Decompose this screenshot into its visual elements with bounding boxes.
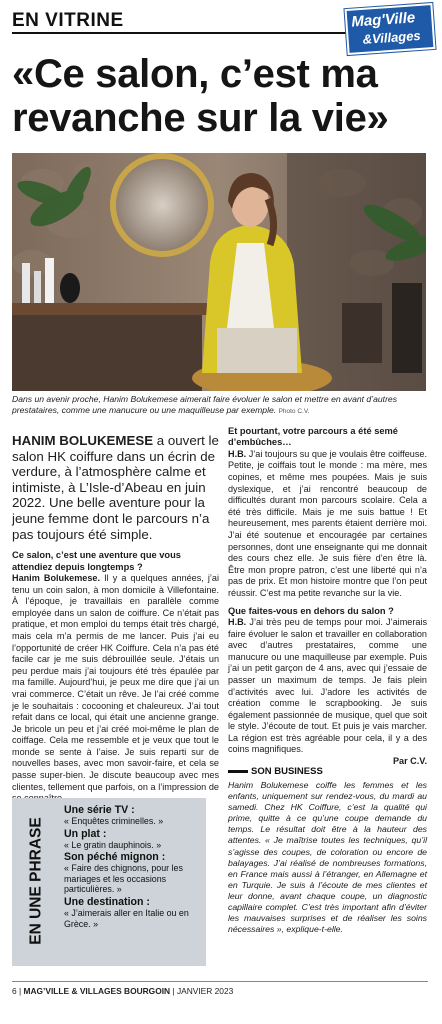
footer-publication: MAG’VILLE & VILLAGES BOURGOIN xyxy=(23,986,171,996)
answer-2-text: J’ai toujours su que je voulais être coiffeuse. Petite, je coiffais tout le monde : ma mère, mes copines, et même mes poupées. Mais je suis dyslexique, et j’ai rencontré beaucoup de difficultés durant mon parcours scolaire. Cela a été très difficile. Mais je me suis battue ! Et heureusement, mes parents étaient derrière moi. J’ai été soutenue et encouragée par certaines personnes, dont une enseignante qui me donnait des cours chez elle. Je suis fière d’en être là. Être mon propre patron, c’est une liberté qui n’a pas de prix. Et mon histoire montre que l’on peut réussir. C’est ma petite revanche sur la vie. xyxy=(228,448,427,598)
answer-3-speaker: H.B. xyxy=(228,616,247,627)
photo-caption xyxy=(12,394,426,417)
footer-rule xyxy=(12,981,428,982)
phrase-item-label: Un plat : xyxy=(64,827,107,840)
business-title: SON BUSINESS xyxy=(251,766,323,777)
caption-credit: Photo C.V. xyxy=(278,408,310,415)
answer-2 xyxy=(228,449,427,600)
en-une-phrase-box xyxy=(12,798,206,966)
phrase-item-value: « Faire des chignons, pour les mariages et les occasions particulières. » xyxy=(64,863,183,895)
phrase-item-label: Une série TV : xyxy=(64,804,135,816)
footer-page-number: 6 xyxy=(12,986,17,996)
lead-name: HANIM BOLUKEMESE xyxy=(12,433,154,448)
phrase-item-value: « Le gratin dauphinois. » xyxy=(64,839,162,850)
caption-text: Dans un avenir proche, Hanim Bolukemese aimerait faire évoluer le salon et mettre en avant d’autres prestataires, comme une manucure ou une maquilleuse par exemple. xyxy=(12,394,398,415)
business-text: Hanim Bolukemese coiffe les femmes et les enfants, uniquement sur rendez-vous, du mardi au samedi. Chez HK Coiffure, c’est la qualité qui prime, quitte à ce qu’une coupe demande du temps. Le résultat doit être à la hauteur des attentes. « Je maîtrise toutes les techniques, qu’il s’agisse des coupes, de coloration ou encore de balayages. J’ai réalisé de nombreuses formations, en France mais aussi à l’étranger, en Allemagne et en Turquie. Je suis à l’écoute de mes clientes et leur donne, avant chaque coupe, un diagnostic capillaire complet. C’est très important afin d’éviter les mauvaises surprises et de réaliser les soins nécessaires », explique-t-elle. xyxy=(228,780,427,935)
article-lead xyxy=(12,433,219,542)
section-header xyxy=(12,8,432,47)
logo-line1: Mag'Ville xyxy=(350,9,416,31)
answer-1-text: Il y a quelques années, j’ai tenu un coin salon, à mon domicile à Villefontaine. À l’époque, je travaillais en parallèle comme employée dans un salon de coiffure. Ce n’était pas pratique, et mon emploi du temps était très chargé, mais cela m’a permis de me lancer. Puis j’ai eu l’opportunité de créer HK Coiffure. Cela n’a pas été facile car je me suis débrouillée seule. J’étais un peu perdue mais j’ai toujours été très épaulée par ma famille. Aujourd’hui, je peux me dire que j’ai un vrai commerce. C’était un rêve. Je l’ai créé comme je le souhaitais : cocooning et chaleureux. J’ai tout refait dans ce local, qui était une ancienne grange. Je bricole un peu et j’ai créé moi-même le plan de coiffage. Cela me ressemble et je veux que tout le monde se sente à l’aise. Je suis reparti sur de nouvelles bases, avec mon savoir-faire, et cela se passe super-bien. Je discute beaucoup avec mes clientes, tellement que parfois, on a l’impression de xyxy=(12,572,220,792)
answer-3 xyxy=(228,617,427,756)
article-headline: «Ce salon, c’est ma revanche sur la vie» xyxy=(12,52,389,140)
section-rubric: EN VITRINE xyxy=(12,10,124,31)
footer-sep: | xyxy=(19,986,24,996)
phrase-list xyxy=(64,804,202,930)
page-footer xyxy=(12,986,233,996)
article-column-left xyxy=(12,433,219,805)
logo-line2: &Villages xyxy=(362,27,422,47)
question-3: Que faites-vous en dehors du salon ? xyxy=(228,605,394,616)
salon-photo-illustration xyxy=(12,153,426,391)
answer-2-speaker: H.B. xyxy=(228,448,247,459)
phrase-item-value: « J’aimerais aller en Italie ou en Grèce. » xyxy=(64,907,189,929)
article-photo xyxy=(12,153,426,391)
footer-issue: JANVIER 2023 xyxy=(176,986,234,996)
answer-1-speaker: Hanim Bolukemese. xyxy=(12,572,100,583)
business-bar xyxy=(228,770,248,773)
phrase-item-value: « Enquêtes criminelles. » xyxy=(64,816,164,826)
answer-3-text: J’ai très peu de temps pour moi. J’aimerais faire évoluer le salon et travailler en collaboration avec d’autres prestataires, comme une manucure ou une maquilleuse par exemple. Puis j’ai un petit garçon de 4 ans, avec qui j’essaie de passer un maximum de temps. Je fais plein d’activités avec lui. J’adore les activités de création comme le scrapbooking. Je suis également passionnée de musique, quel que soit le style. J’écoute de tout. Et puis je vais marcher. La région est très agréable pour cela, il y a des coins magnifiques. xyxy=(228,616,427,755)
footer-sep: | xyxy=(172,986,177,996)
question-1: Ce salon, c’est une aventure que vous attendiez depuis longtemps ? xyxy=(12,550,181,572)
son-business-box xyxy=(228,766,427,935)
phrase-tag xyxy=(18,806,54,956)
lead-text: a ouvert le salon HK coiffure dans un écrin de verdure, à l’atmosphère calme et intimiste, à L’Isle-d’Abeau en juin 2022. Une belle aventure pour la jeune femme dont le parcours n’a pas toujours été simple. xyxy=(12,433,219,542)
question-2: Et pourtant, votre parcours a été semé d’embûches… xyxy=(228,426,398,448)
magazine-logo xyxy=(345,3,436,55)
phrase-tag-text: EN UNE PHRASE xyxy=(27,817,45,945)
article-column-right xyxy=(228,426,427,768)
business-heading xyxy=(228,766,427,777)
phrase-item-label: Son péché mignon : xyxy=(64,851,166,864)
answer-1 xyxy=(12,573,219,805)
phrase-item-label: Une destination : xyxy=(64,895,150,908)
article-signature: Par C.V. xyxy=(392,756,427,767)
section-rule xyxy=(12,32,352,34)
